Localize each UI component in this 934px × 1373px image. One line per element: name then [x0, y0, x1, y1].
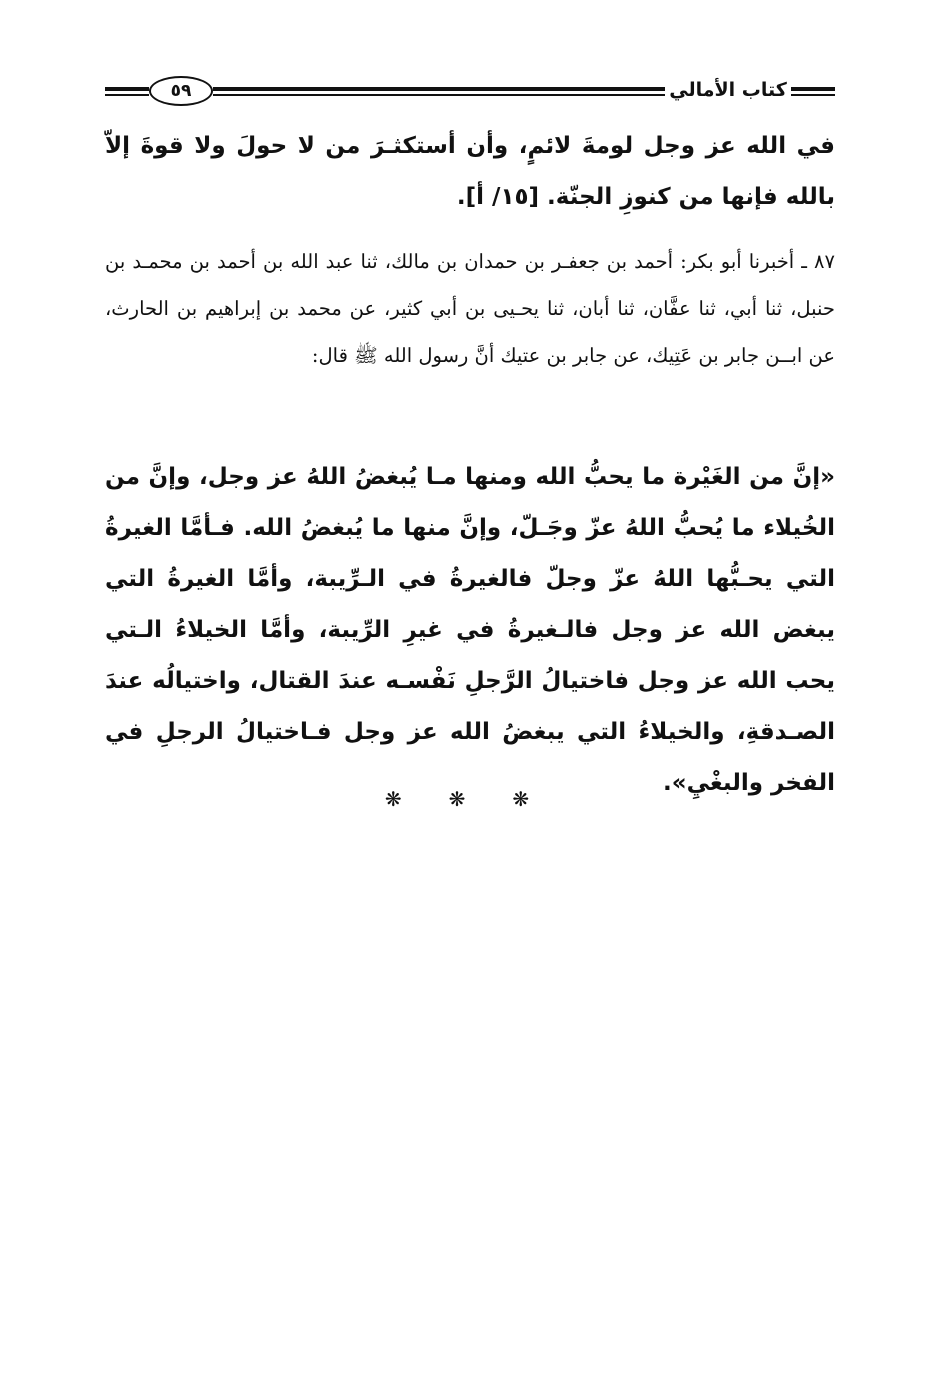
paragraph-isnad: ٨٧ ـ أخبرنا أبو بكر: أحمد بن جعفـر بن حمدان بن مالك، ثنا عبد الله بن أحمد بن محمـد بن حنبل، ثنا أبي، ثنا عفَّان، ثنا أبان، ثنا يحـيى بن أبي كثير، عن محمد بن إبراهيم بن الحارث، عن ابــن جابر بن عَتِيك، عن جابر بن عتيك أنَّ رسول الله ﷺ قال: — [105, 250, 835, 367]
page-number-badge: ٥٩ — [149, 76, 213, 106]
section-separator: ❋ ❋ ❋ — [384, 787, 550, 811]
paragraph-continuation: في الله عز وجل لومةَ لائمٍ، وأن أستكثـرَ من لا حولَ ولا قوةَ إلاّ بالله فإنها من كنوزِ الجنّة. [١٥/ أ]. — [105, 133, 835, 210]
book-title: كتاب الأمالي — [669, 79, 787, 101]
running-header — [105, 74, 835, 114]
header-rule-left — [105, 87, 149, 96]
header-rule-right — [791, 87, 835, 96]
paragraph-hadith: «إنَّ من الغَيْرة ما يحبُّ الله ومنها مـا يُبغضُ اللهُ عز وجل، وإنَّ من الخُيلاء ما يُحبُّ اللهُ عزّ وجَـلّ، وإنَّ منها ما يُبغضُ الله. فـأمَّا الغيرةُ التي يحـبُّها اللهُ عزّ وجلّ فالغيرةُ في الـرِّيبة، وأمَّا الغيرةُ التي يبغض الله عز وجل فالـغيرةُ في غيرِ الرِّيبة، وأمَّا الخيلاءُ الـتي يحب الله عز وجل فاختيالُ الرَّجلِ نَفْسـه عندَ القتال، واختيالُه عندَ الصـدقةِ، والخيلاءُ التي يبغضُ الله عز وجل فـاختيالُ الرجلِ في الفخر والبغْيِ». — [105, 464, 835, 796]
header-rule-middle — [213, 87, 665, 96]
